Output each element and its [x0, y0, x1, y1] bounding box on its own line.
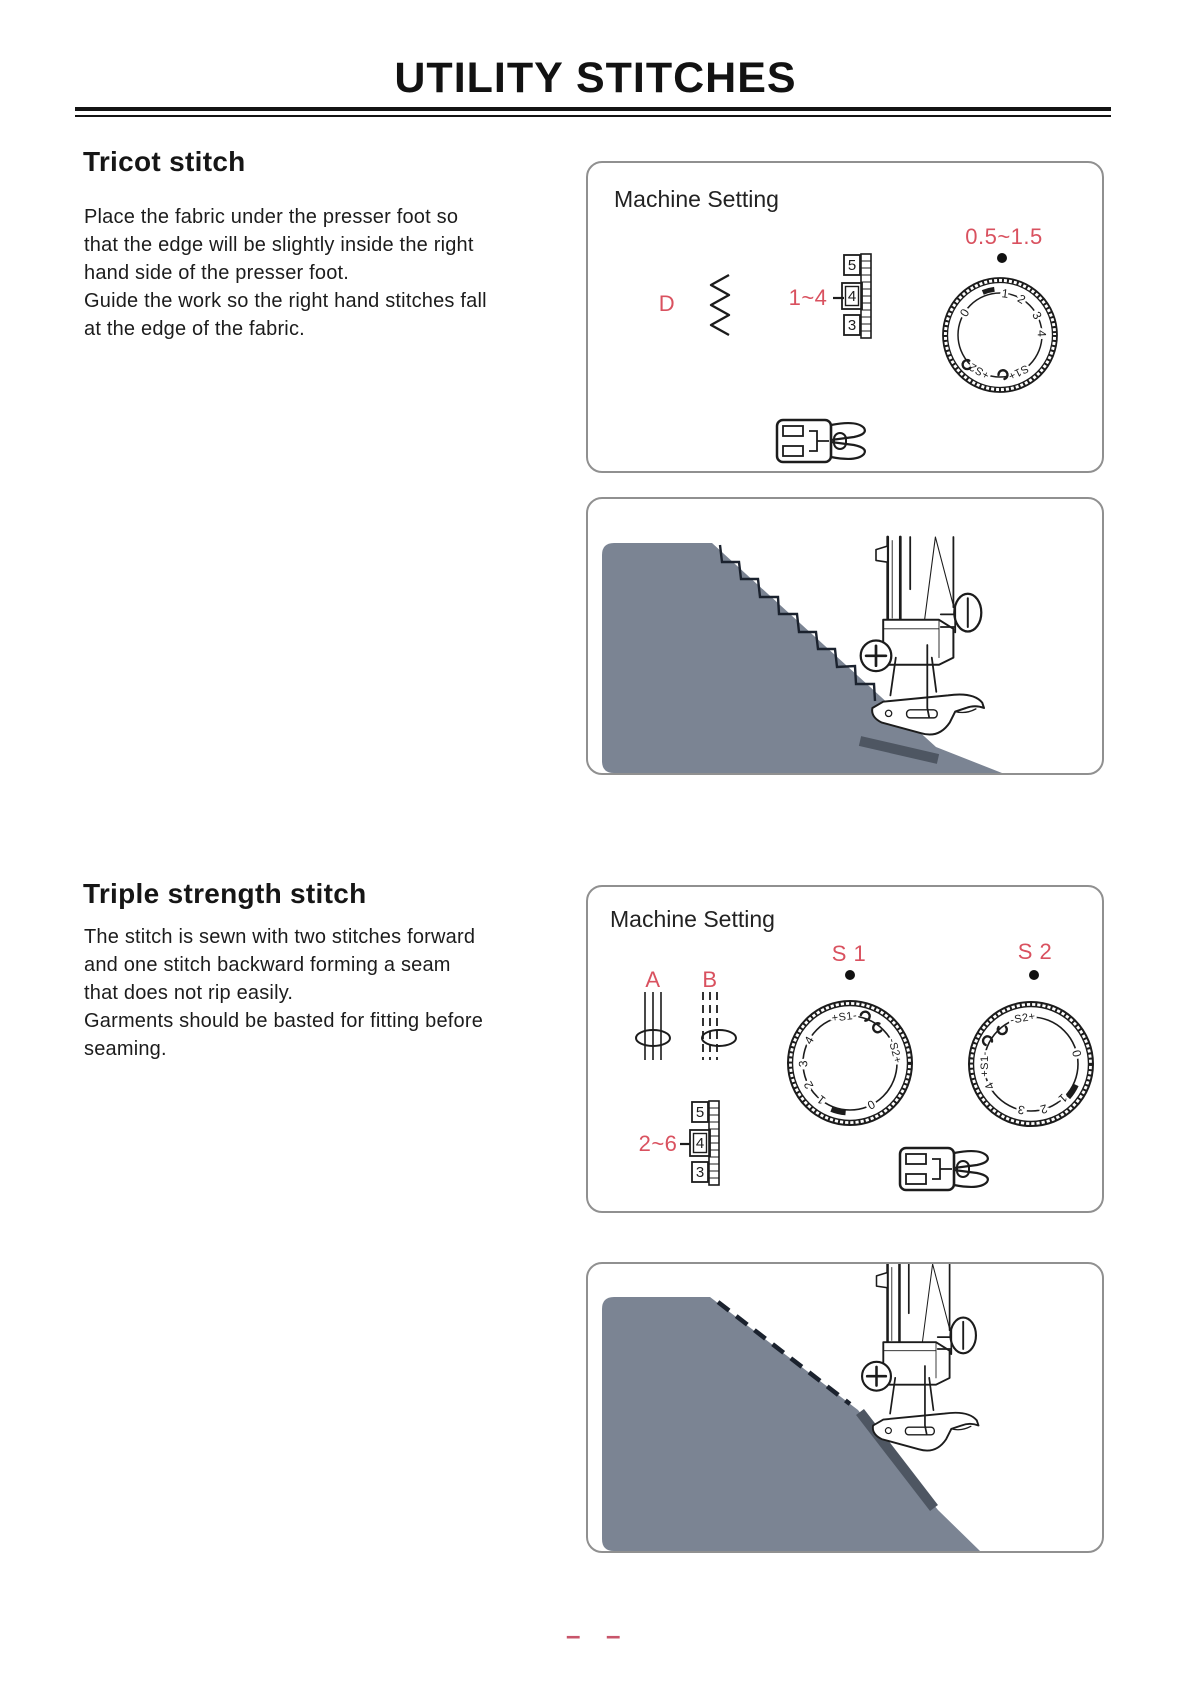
- triple-machine-setting-panel: [586, 885, 1104, 1213]
- tricot-body: [84, 203, 487, 343]
- stitch-pattern-label: D: [658, 291, 676, 316]
- dial-number: 3: [1016, 1102, 1026, 1118]
- dial-indicator-mark: [983, 289, 995, 292]
- dial-side-label: +S1-: [978, 1051, 991, 1077]
- tricot-line: at the edge of the fabric.: [84, 318, 305, 340]
- dial-number: 4: [801, 1033, 817, 1047]
- dial-number: 2: [800, 1078, 817, 1092]
- triple-heading: Triple strength stitch: [83, 878, 367, 909]
- presser-foot-illustration: [861, 537, 984, 735]
- scale-number-selected: 4: [847, 288, 857, 305]
- tricot-illustration-panel: [586, 497, 1104, 775]
- tricot-line: Place the fabric under the presser foot so: [84, 206, 459, 228]
- rotation-arrow-icon: [996, 1023, 1008, 1035]
- dial-number: 1: [1055, 1090, 1071, 1106]
- triple-line: Garments should be basted for fitting before: [84, 1010, 484, 1032]
- dial-number: 0: [865, 1096, 878, 1113]
- dial-number: 3: [796, 1060, 811, 1068]
- dial-number: 2: [1015, 291, 1028, 307]
- dial-number: 4: [981, 1079, 998, 1093]
- dial1-label: S 1: [831, 941, 867, 966]
- triple-stitch-a-icon: [636, 992, 670, 1060]
- stitch-length-range: 0.5~1.5: [965, 224, 1043, 249]
- s1-dial: [788, 1001, 912, 1125]
- dial-number: 0: [1069, 1048, 1085, 1059]
- stitch-length-range: 2~6: [638, 1131, 678, 1156]
- indicator-dot: [997, 253, 1007, 263]
- triple-line: seaming.: [84, 1038, 167, 1060]
- stitch-length-dial: [943, 278, 1057, 392]
- presser-foot-top-icon: [900, 1148, 988, 1190]
- s2-dial: [969, 1002, 1093, 1126]
- triple-stitch-b-icon: [702, 992, 736, 1060]
- tricot-heading: Tricot stitch: [83, 146, 246, 177]
- stitch-pattern-a-label: A: [645, 967, 661, 992]
- machine-setting-title: Machine Setting: [614, 186, 779, 212]
- presser-foot-illustration: [862, 1264, 978, 1451]
- dial-number: 2: [1038, 1101, 1050, 1117]
- dial-number: 3: [1029, 309, 1045, 322]
- triple-line: The stitch is sewn with two stitches forward: [84, 926, 476, 948]
- indicator-dot: [845, 970, 855, 980]
- stitch-width-range: 1~4: [788, 285, 828, 310]
- tricot-machine-setting-panel: [586, 161, 1104, 473]
- dial2-label: S 2: [1017, 939, 1053, 964]
- scale-number-selected: 4: [695, 1135, 705, 1152]
- title-rule-thin: [75, 115, 1111, 117]
- dial-number: 4: [1034, 329, 1049, 338]
- scale-number: 5: [847, 257, 857, 274]
- triple-illustration-panel: [586, 1262, 1104, 1553]
- triple-line: and one stitch backward forming a seam: [84, 954, 451, 976]
- title-rule-thick: [75, 107, 1111, 111]
- scale-number: 3: [695, 1164, 705, 1181]
- page-title: UTILITY STITCHES: [394, 54, 797, 102]
- triple-body: [84, 923, 483, 1063]
- footer-page-mark: –: [566, 1620, 581, 1650]
- dial-s1-label: S1+: [1005, 361, 1031, 383]
- tricot-line: that the edge will be slightly inside the right: [84, 234, 474, 256]
- dial-side-label: -S2+: [885, 1037, 904, 1065]
- dial-number: 0: [956, 306, 973, 320]
- rotation-arrow-icon: [860, 1010, 871, 1021]
- indicator-dot: [1029, 970, 1039, 980]
- dial-top-label: +S1-: [830, 1009, 858, 1025]
- dial-number: 1: [814, 1092, 829, 1108]
- scale-number: 5: [695, 1104, 705, 1121]
- tricot-line: Guide the work so the right hand stitches fall: [84, 290, 487, 312]
- stitch-length-scale-icon: [690, 1101, 719, 1185]
- zigzag-stitch-icon: [711, 275, 729, 335]
- dial-top-label: -S2+: [1009, 1010, 1037, 1027]
- tricot-line: hand side of the presser foot.: [84, 262, 350, 284]
- scale-number: 3: [847, 317, 857, 334]
- triple-line: that does not rip easily.: [84, 982, 294, 1004]
- dial-number: 1: [1000, 286, 1010, 301]
- stitch-pattern-b-label: B: [702, 967, 718, 992]
- presser-foot-top-icon: [777, 420, 865, 462]
- dial-s2-label: +S2: [967, 360, 992, 382]
- footer-page-mark: –: [606, 1620, 621, 1650]
- machine-setting-title: Machine Setting: [610, 906, 775, 932]
- stitch-length-scale-icon: [842, 254, 871, 338]
